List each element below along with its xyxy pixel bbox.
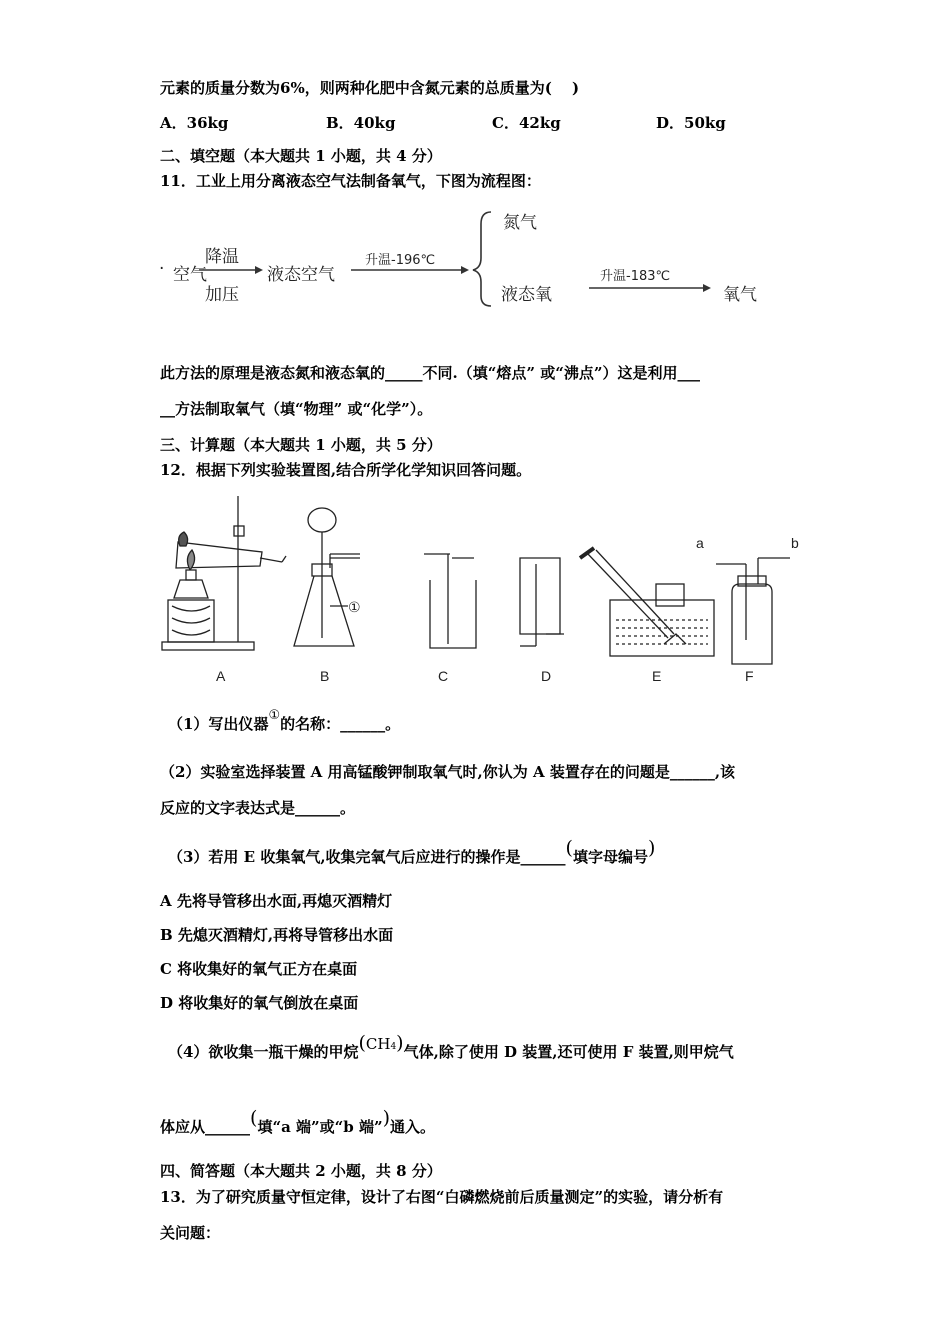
lab-apparatus-figure <box>150 488 810 693</box>
q12-part-2-line-1: （2）实验室选择装置 A 用高锰酸钾制取氧气时,你认为 A 装置存在的问题是______,该 <box>160 763 736 781</box>
apparatus-a <box>162 496 286 650</box>
methane-subscript: 4 <box>390 1042 397 1052</box>
label-b: B <box>320 668 330 684</box>
flow-brace <box>473 212 491 306</box>
q12-choice-c: C 将收集好的氧气正方在桌面 <box>160 960 358 978</box>
label-a: A <box>216 668 226 684</box>
q12-stem: 12．根据下列实验装置图,结合所学化学知识回答问题。 <box>160 461 532 479</box>
q12-part-4-a: （4）欲收集一瓶干燥的甲烷 <box>168 1043 359 1061</box>
section-3-title: 三、计算题（本大题共 1 小题，共 5 分） <box>160 436 442 454</box>
q12-part-1 <box>168 708 401 736</box>
instrument-1-mark: ① <box>348 599 361 615</box>
q12-part-2-line-2: 反应的文字表达式是______。 <box>160 799 356 817</box>
port-b-label: b <box>791 535 799 551</box>
q12-part-3 <box>168 837 656 867</box>
q12-part-1-circle: ① <box>268 708 281 723</box>
q12-part-4-l2-c: 通入。 <box>390 1118 436 1136</box>
q12-part-1-a: （1）写出仪器 <box>168 715 269 733</box>
label-d: D <box>541 668 552 684</box>
flow-oxygen: 氧气 <box>723 285 757 305</box>
q12-part-4-line-1 <box>168 1032 734 1065</box>
q12-part-3-open-paren: ( <box>565 837 573 859</box>
q12-part-4-formula: (CH4) <box>358 1032 404 1054</box>
apparatus-e <box>580 548 714 656</box>
flow-liquid-air: 液态空气 <box>267 265 335 285</box>
flow-liquid-oxygen: 液态氧 <box>501 285 552 305</box>
section-2-title: 二、填空题（本大题共 1 小题，共 4 分） <box>160 147 442 165</box>
apparatus-b <box>294 508 360 646</box>
flow-press: 加压 <box>205 285 239 305</box>
q12-part-4-l2-b: 填“a 端”或“b 端” <box>257 1118 383 1136</box>
q10-option-d: D．50kg <box>656 114 726 132</box>
q12-choice-d: D 将收集好的氧气倒放在桌面 <box>160 994 359 1012</box>
apparatus-d <box>520 558 564 646</box>
q11-line-2: __方法制取氧气（填“物理” 或“化学”）。 <box>160 400 433 418</box>
q12-part-4-l2-close-paren: ) <box>382 1107 391 1129</box>
q10-stem-tail: 元素的质量分数为6%，则两种化肥中含氮元素的总质量为( ) <box>160 79 580 97</box>
q12-part-4-l2-open-paren: ( <box>250 1107 258 1129</box>
port-a-label: a <box>696 535 704 551</box>
q13-line-1: 13．为了研究质量守恒定律，设计了右图“白磷燃烧前后质量测定”的实验，请分析有 <box>160 1188 724 1206</box>
flow-arrowhead-2 <box>461 266 469 274</box>
q12-part-3-b: 填字母编号 <box>572 848 648 866</box>
label-f: F <box>745 668 754 684</box>
q12-part-4-line-2 <box>160 1107 436 1137</box>
label-c: C <box>438 668 449 684</box>
flow-arrowhead-1 <box>255 266 263 274</box>
flow-dot: · <box>159 259 165 279</box>
q12-part-4-b: 气体,除了使用 D 装置,还可使用 F 装置,则甲烷气 <box>403 1043 734 1061</box>
q11-stem: 11．工业上用分离液态空气法制备氧气，下图为流程图： <box>160 172 541 190</box>
air-separation-flow-diagram <box>155 200 795 320</box>
q12-choice-b: B 先熄灭酒精灯,再将导管移出水面 <box>160 926 394 944</box>
flow-cool: 降温 <box>205 247 239 267</box>
q12-part-3-a: （3）若用 E 收集氧气,收集完氧气后应进行的操作是______ <box>168 848 566 866</box>
q10-option-b: B．40kg <box>326 114 396 132</box>
q11-line-1: 此方法的原理是液态氮和液态氧的_____不同.（填“熔点” 或“沸点”）这是利用___ <box>160 364 700 382</box>
flow-heat-2: 升温-183℃ <box>600 269 671 284</box>
q12-part-1-b: 的名称：______。 <box>280 715 401 733</box>
q13-line-2: 关问题： <box>160 1224 221 1242</box>
flow-nitrogen: 氮气 <box>503 213 537 233</box>
flow-arrowhead-3 <box>703 284 711 292</box>
methane-formula: CH <box>365 1035 391 1053</box>
q12-choice-a: A 先将导管移出水面,再熄灭酒精灯 <box>160 892 393 910</box>
label-e: E <box>652 668 662 684</box>
section-4-title: 四、简答题（本大题共 2 小题，共 8 分） <box>160 1162 442 1180</box>
flow-air: 空气 <box>173 265 207 285</box>
flow-heat-1: 升温-196℃ <box>365 253 436 268</box>
q10-option-a: A．36kg <box>160 114 229 132</box>
apparatus-c <box>424 554 476 648</box>
q12-part-3-close-paren: ) <box>647 837 656 859</box>
q10-option-c: C．42kg <box>492 114 561 132</box>
apparatus-f <box>716 558 790 664</box>
q12-part-4-l2-a: 体应从______ <box>160 1118 251 1136</box>
